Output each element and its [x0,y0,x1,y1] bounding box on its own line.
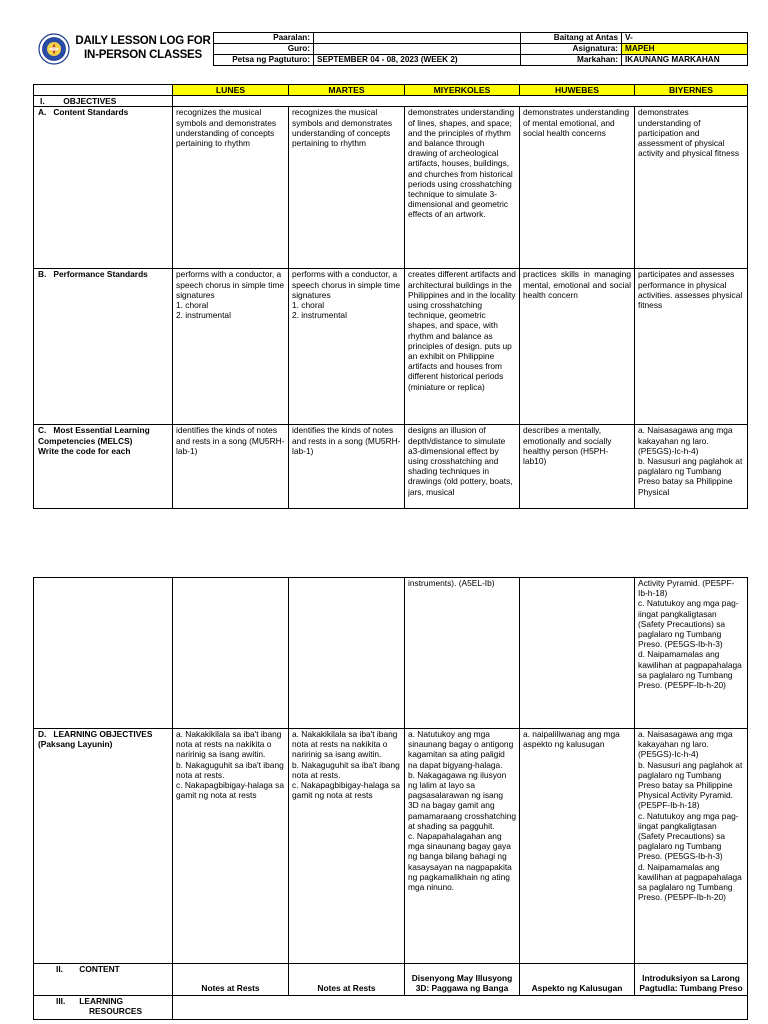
teacher-value [314,44,521,55]
content-standards-biyernes: demonstrates understanding of participation and assessment of physical activity and physical fitness [635,107,748,269]
header-info-table [213,32,748,66]
learning-objectives-label [34,729,173,964]
learning-objectives-row [34,729,748,964]
day-header-martes: MARTES [289,85,405,96]
quarter-value: IKAUNANG MARKAHAN [622,55,748,66]
learning-resources-line-1: III. LEARNING [56,996,124,1006]
subject-label: Asignatura: [521,44,622,55]
learning-objectives-lunes: a. Nakakikilala sa iba't ibang nota at rests na nakikita o naririnig sa isang awitin. b. Nakaguguhit sa iba't ibang nota at rests. c. Nakapagbibigay-halaga sa gamit ng nota at rests [173,729,289,964]
melcs-label-line-1: C. Most Essential Learning [38,425,150,436]
objectives-section-row [34,96,748,107]
day-header-lunes: LUNES [173,85,289,96]
lesson-log-table-part-2 [33,577,748,1020]
document-title [74,34,212,62]
learning-resources-blank [173,996,748,1020]
performance-standards-miyerkoles: creates different artifacts and architectural buildings in the Philippines and in the locality using crosshatching technique, geometric shapes, and space, with rhythm and balance as principles of design. puts up an exhibit on Philippine artifacts and houses from different historical periods (miniature or replica) [405,269,520,425]
melcs-miyerkoles: designs an illusion of depth/distance to simulate a3-dimensional effect by using crosshatching and shading techniques in drawings (old pottery, boats, jars, musical [405,425,520,509]
learning-objectives-miyerkoles: a. Natutukoy ang mga sinaunang bagay o antigong kagamitan sa ating paligid na dapat bigyang-halaga. b. Nakagagawa ng ilusyon ng lalim at layo sa pagsasalarawan ng isang 3D na bagay gamit ang pamamaraang crosshatching at shading sa pagguhit. c. Napapahalagahan ang mga sinaunang bagay gaya ng banga bilang bahagi ng kasaysayan na nagpapakita ng pagkamalikhain ng ating mga ninuno. [405,729,520,964]
content-standards-martes: recognizes the musical symbols and demonstrates understanding of concepts pertaining to rhythm [289,107,405,269]
learning-resources-row [34,996,748,1020]
melcs-continued-lunes [173,578,289,729]
content-heading: II. CONTENT [34,964,173,996]
objectives-blank [173,96,748,107]
performance-standards-label: B. Performance Standards [34,269,173,425]
day-header-miyerkoles: MIYERKOLES [405,85,520,96]
learning-objectives-label-line-2: (Paksang Layunin) [38,739,113,750]
learning-resources-heading [34,996,173,1020]
objectives-heading: I. OBJECTIVES [34,96,173,107]
day-header-biyernes: BIYERNES [635,85,748,96]
day-header-row [34,85,748,96]
date-label: Petsa ng Pagtuturo: [214,55,314,66]
learning-objectives-label-line-1: D. LEARNING OBJECTIVES [38,729,153,739]
content-standards-huwebes: demonstrates understanding of mental emotional, and social health concerns [520,107,635,269]
content-row [34,964,748,996]
grade-value: V- [622,33,748,44]
melcs-label-line-2: Competencies (MELCS) [38,435,133,446]
content-standards-label: A. Content Standards [34,107,173,269]
content-standards-miyerkoles: demonstrates understanding of lines, shapes, and space; and the principles of rhythm and balance through drawing of archeological artifacts, houses, buildings, and churches from historical periods using crosshatching technique to simulate 3-dimensional and geometric effects of an artwork. [405,107,520,269]
melcs-continued-row [34,578,748,729]
day-header-huwebes: HUWEBES [520,85,635,96]
title-line-1: DAILY LESSON LOG FOR [75,35,211,47]
content-standards-row [34,107,748,269]
melcs-continued-label [34,578,173,729]
teacher-label: Guro: [214,44,314,55]
school-value [314,33,521,44]
melcs-continued-miyerkoles: instruments). (A5EL-Ib) [405,578,520,729]
melcs-label [34,425,173,509]
content-huwebes: Aspekto ng Kalusugan [520,964,635,996]
quarter-label: Markahan: [521,55,622,66]
performance-standards-biyernes: participates and assesses performance in physical activities. assesses physical fitness [635,269,748,425]
melcs-label-line-3: Write the code for each [38,445,131,456]
performance-standards-huwebes: practices skills in managing mental, emotional and social health concern [520,269,635,425]
learning-objectives-huwebes: a. naipaliliwanag ang mga aspekto ng kalusugan [520,729,635,964]
deped-seal-icon [38,33,70,65]
performance-standards-martes: performs with a conductor, a speech chorus in simple time signatures 1. choral 2. instrumental [289,269,405,425]
melcs-lunes: identifies the kinds of notes and rests in a song (MU5RH-lab-1) [173,425,289,509]
learning-objectives-martes: a. Nakakikilala sa iba't ibang nota at rests na nakikita o naririnig sa isang awitin. b. Nakaguguhit sa iba't ibang nota at rests. c. Nakapagbibigay-halaga sa gamit ng nota at rests [289,729,405,964]
melcs-biyernes: a. Naisasagawa ang mga kakayahan ng laro. (PE5GS)-Ic-h-4) b. Nasusuri ang paglahok at paglalaro ng Tumbang Preso batay sa Philippine Physical [635,425,748,509]
learning-objectives-biyernes: a. Naisasagawa ang mga kakayahan ng laro. (PE5GS)-Ic-h-4) b. Nasusuri ang paglahok at paglalaro ng Tumbang Preso batay sa Philippine Physical Activity Pyramid. (PE5PF-Ib-h-18) c. Natutukoy ang mga pag-iingat pangkaligtasan (Safety Precautions) sa paglalaro ng Tumbang Preso. (PE5GS-Ib-h-3) d. Naipamamalas ang kawilihan at pagpapahalaga sa paglalaro ng Tumbang Preso. (PE5PF-Ib-h-20) [635,729,748,964]
subject-value: MAPEH [622,44,748,55]
melcs-continued-martes [289,578,405,729]
content-lunes: Notes at Rests [173,964,289,996]
melcs-martes: identifies the kinds of notes and rests in a song (MU5RH-lab-1) [289,425,405,509]
melcs-row [34,425,748,509]
date-value: SEPTEMBER 04 - 08, 2023 (WEEK 2) [314,55,521,66]
day-header-blank [34,85,173,96]
title-line-2: IN-PERSON CLASSES [83,49,202,61]
grade-label: Baitang at Antas [521,33,622,44]
lesson-log-table-part-1 [33,84,748,509]
performance-standards-row [34,269,748,425]
content-martes: Notes at Rests [289,964,405,996]
learning-resources-line-2: RESOURCES [89,1006,143,1017]
school-label: Paaralan: [214,33,314,44]
content-standards-lunes: recognizes the musical symbols and demonstrates understanding of concepts pertaining to rhythm [173,107,289,269]
melcs-huwebes: describes a mentally, emotionally and socially healthy person (H5PH-lab10) [520,425,635,509]
content-biyernes: Introduksiyon sa Larong Pagtudla: Tumbang Preso [635,964,748,996]
melcs-continued-biyernes: Activity Pyramid. (PE5PF-Ib-h-18) c. Natutukoy ang mga pag-iingat pangkaligtasan (Safety Precautions) sa paglalaro ng Tumbang Preso. (PE5GS-Ib-h-3) d. Naipamamalas ang kawilihan at pagpapahalaga sa paglalaro ng Tumbang Preso. (PE5PF-Ib-h-20) [635,578,748,729]
melcs-continued-huwebes [520,578,635,729]
performance-standards-lunes: performs with a conductor, a speech chorus in simple time signatures 1. choral 2. instrumental [173,269,289,425]
content-miyerkoles: Disenyong May Illusyong 3D: Paggawa ng Banga [405,964,520,996]
